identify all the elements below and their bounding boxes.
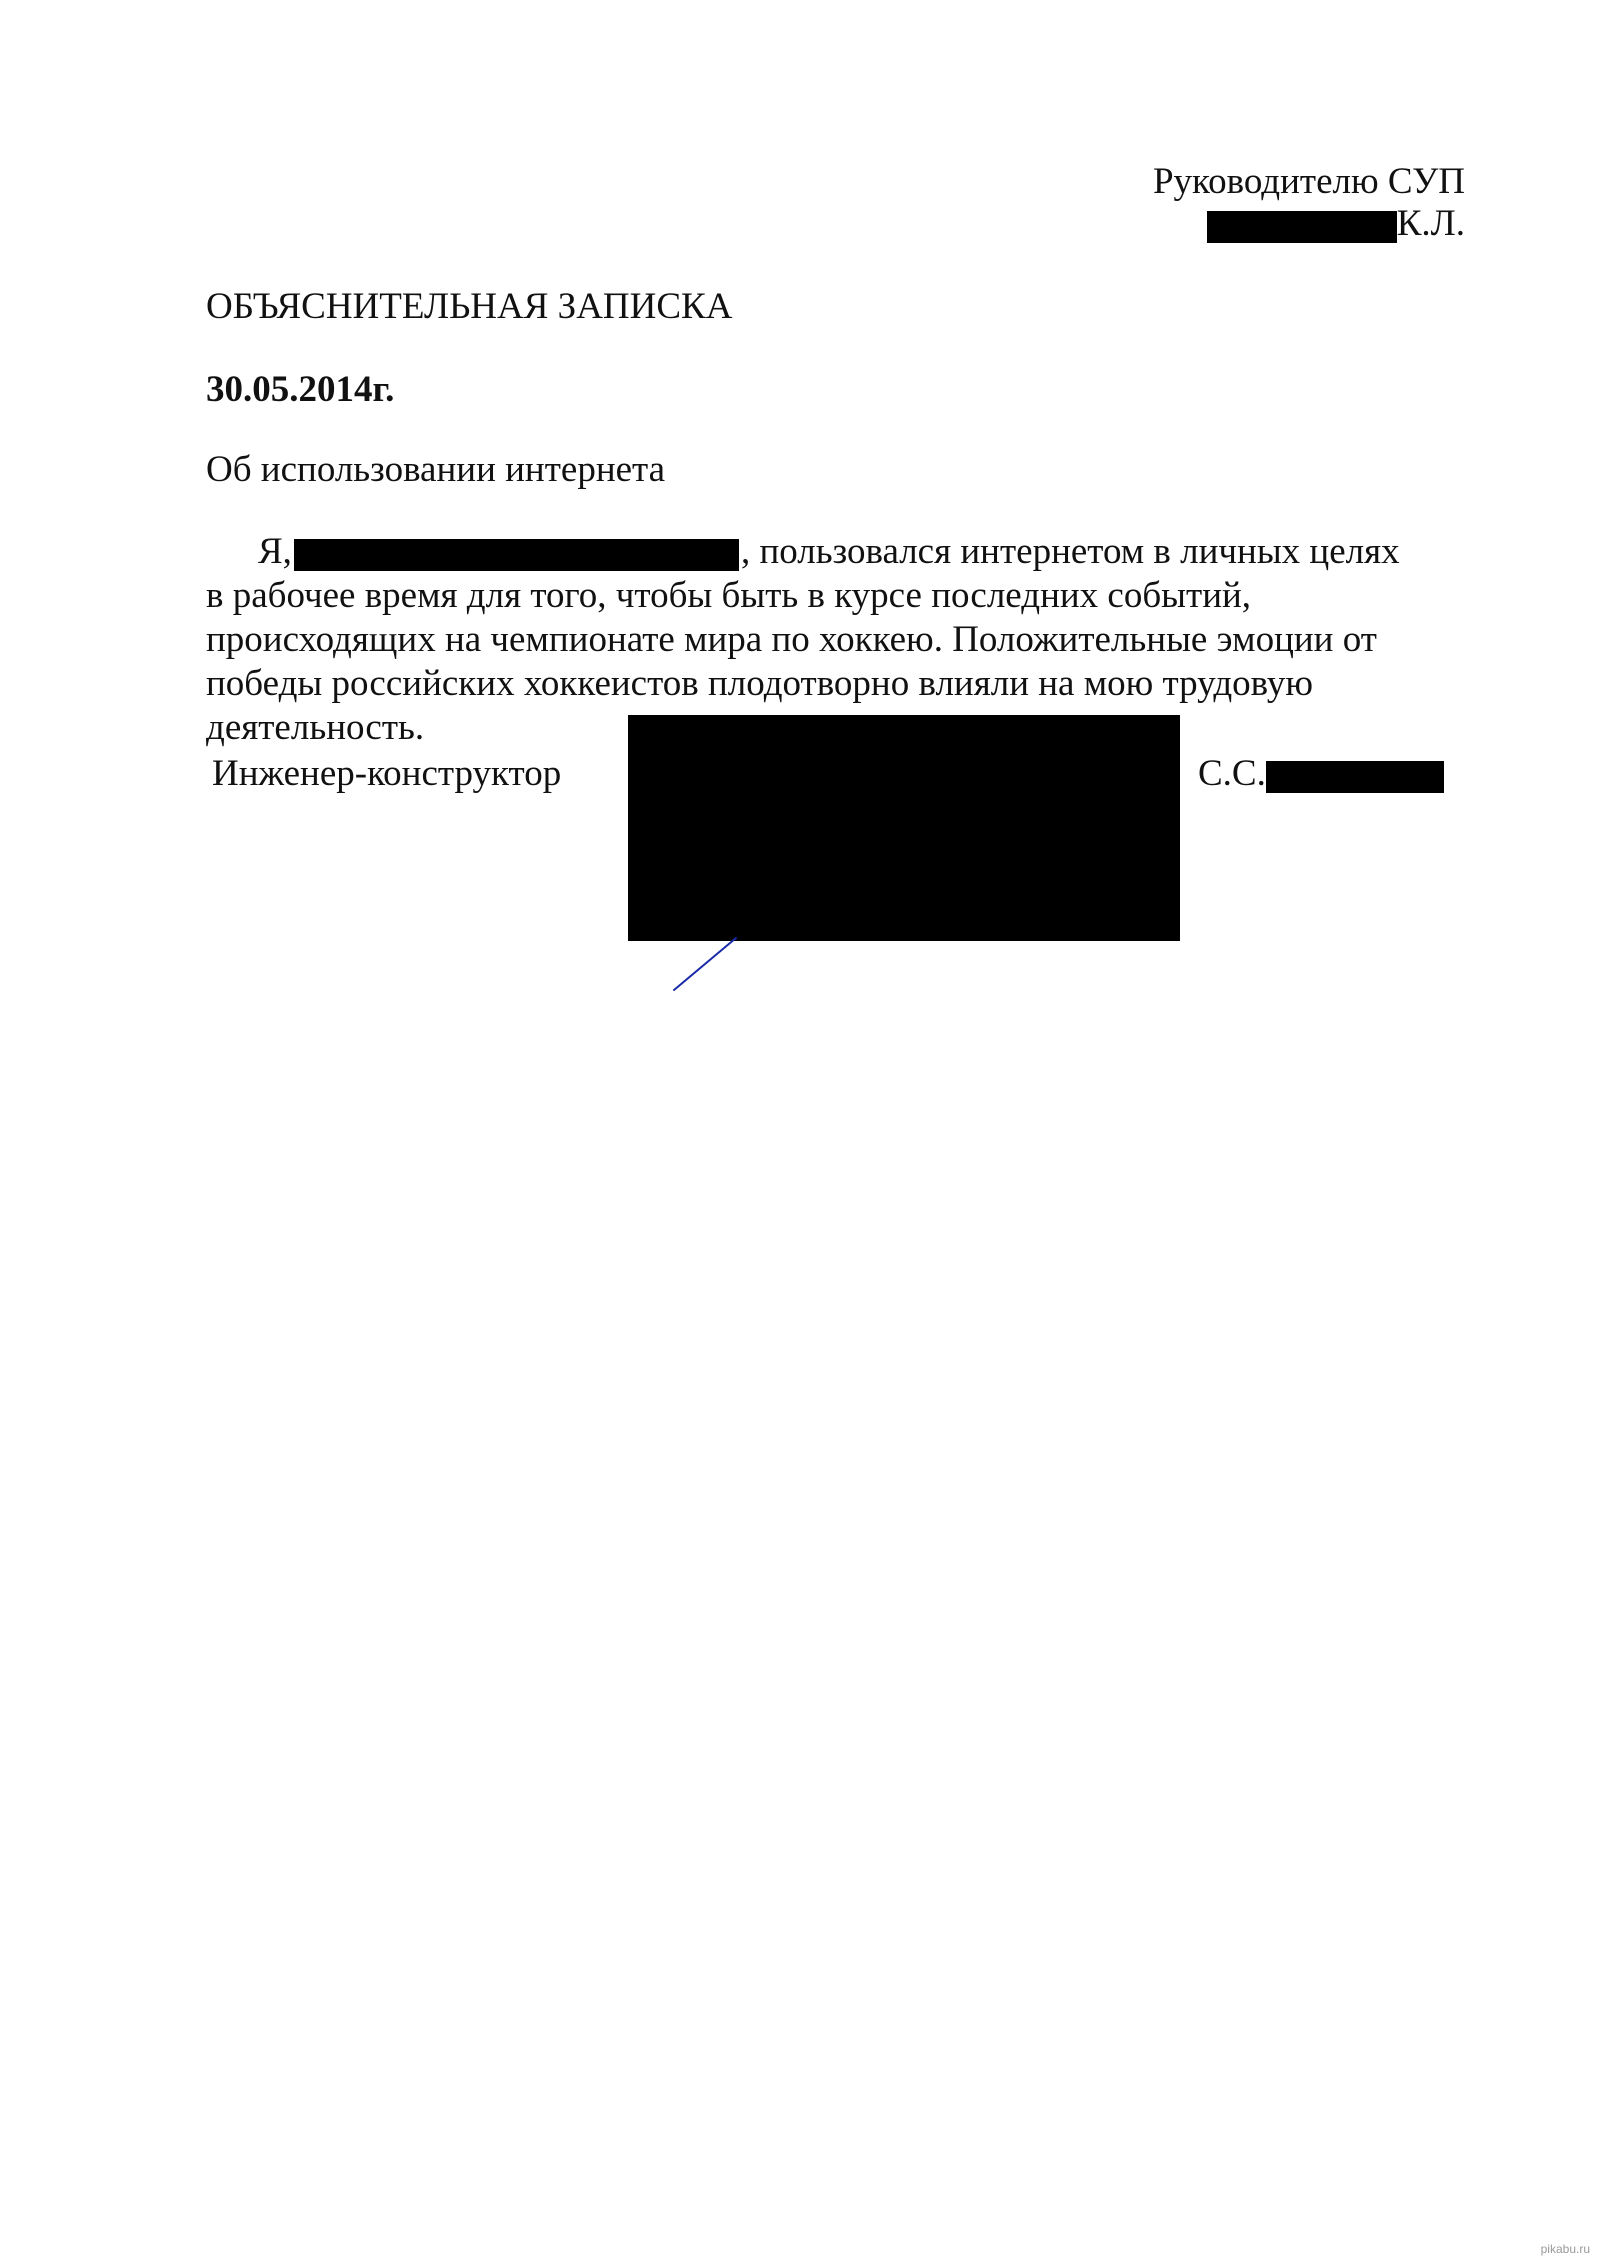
- body-line-1-suffix: , пользовался интернетом в личных целях: [740, 531, 1400, 572]
- addressee-title: Руководителю СУП: [1152, 161, 1465, 202]
- body-line-2: в рабочее время для того, чтобы быть в курсе последних событий,: [206, 575, 1252, 616]
- body-line-4: победы российских хоккеистов плодотворно влияли на мою трудовую: [206, 663, 1314, 704]
- signer-position: Инженер-конструктор: [212, 753, 562, 794]
- body-line-5: деятельность.: [206, 707, 425, 748]
- body-line-3: происходящих на чемпионате мира по хоккею. Положительные эмоции от: [206, 619, 1377, 660]
- addressee-initials: К.Л.: [1396, 203, 1465, 244]
- watermark: pikabu.ru: [1540, 2242, 1590, 2256]
- document-date: 30.05.2014г.: [206, 369, 395, 410]
- body-line-1-prefix: Я,: [258, 531, 292, 572]
- redacted-addressee-surname: [1207, 211, 1397, 243]
- document-subject: Об использовании интернета: [206, 449, 666, 490]
- redacted-author-fullname: [294, 539, 739, 571]
- addressee-name: [1207, 202, 1465, 246]
- document-title: ОБЪЯСНИТЕЛЬНАЯ ЗАПИСКА: [206, 286, 733, 327]
- signer-initials: С.С.: [1198, 753, 1266, 794]
- redacted-signer-surname: [1266, 761, 1444, 793]
- signer-name: [1198, 752, 1444, 796]
- redacted-signature-block: [628, 715, 1180, 941]
- body-line-1: [206, 530, 1486, 574]
- signature-stroke-icon: [670, 936, 740, 992]
